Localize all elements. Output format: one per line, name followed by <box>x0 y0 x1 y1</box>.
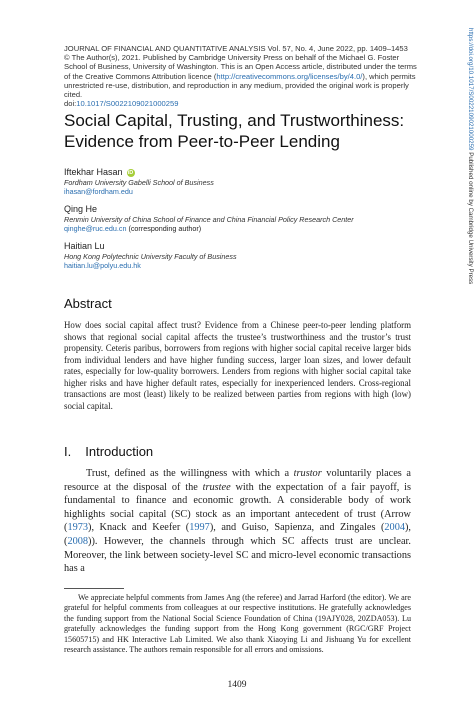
author-affiliation: Renmin University of China School of Finance and China Financial Policy Research Center <box>64 215 354 224</box>
section-title: Introduction <box>85 444 154 459</box>
orcid-icon[interactable]: iD <box>127 169 134 176</box>
section-number: I. <box>64 444 72 459</box>
abstract-heading: Abstract <box>64 296 112 311</box>
author-name: Iftekhar Hasan <box>64 167 123 177</box>
author-list <box>64 167 424 278</box>
sidebar-doi-banner: https://doi.org/10.1017/S0022109021000259 Published online by Cambridge University Press <box>467 28 474 285</box>
citation-link[interactable]: 1973 <box>67 522 89 534</box>
author-affiliation: Hong Kong Polytechnic University Faculty of Business <box>64 252 237 261</box>
author-email[interactable]: qinghe@ruc.edu.cn <box>64 224 127 233</box>
citation-link[interactable]: 2004 <box>384 522 405 534</box>
doi-link[interactable]: 10.1017/S0022109021000259 <box>76 99 179 109</box>
page-number: 1409 <box>227 680 247 690</box>
author-affiliation: Fordham University Gabelli School of Business <box>64 178 214 187</box>
journal-line: JOURNAL OF FINANCIAL AND QUANTITATIVE ANALYSIS Vol. 57, No. 4, June 2022, pp. 1409–1453 <box>64 44 408 53</box>
author-1 <box>64 167 424 196</box>
copyright-line-4: unrestricted re-use, distribution, and reproduction in any medium, provided the original work is properly <box>64 80 409 90</box>
author-email[interactable]: ihasan@fordham.edu <box>64 187 133 196</box>
citation-link[interactable]: 2008 <box>67 535 89 547</box>
trustor-term: trustor <box>293 468 322 479</box>
citation-link[interactable]: 1997 <box>189 522 210 534</box>
section-heading-introduction <box>64 444 153 460</box>
author-3 <box>64 241 424 270</box>
copyright-line-1: © The Author(s), 2021. Published by Cambridge University Press on behalf of the Michael G. Foster <box>64 53 400 63</box>
abstract-text: How does social capital affect trust? Evidence from a Chinese peer-to-peer lending platform shows that regional social capital affects the trustee’s trustworthiness and the trustor’s trust propensity. Ceteris paribus, borrowers from regions with higher social capital receive larger bids from individual lenders and have higher funding success, larger loan sizes, and lower default rates, especially for low-quality borrowers. Lenders from regions with higher social capital take higher risks and have higher default rates, especially for inexperienced lenders. Cross-regional transactions are most (least) likely to be realized between parties from regions with high (low) social capital. <box>64 320 411 411</box>
license-link[interactable]: http://creativecommons.org/licenses/by/4.0/ <box>216 71 363 81</box>
sidebar-doi-link[interactable]: https://doi.org/10.1017/S0022109021000259 <box>467 28 474 151</box>
copyright-line-3: of the Creative Commons Attribution licence (http://creativecommons.org/licenses/by/4.0/), which permits <box>64 71 416 81</box>
doi-line: doi:10.1017/S0022109021000259 <box>64 99 179 109</box>
author-email[interactable]: haitian.lu@polyu.edu.hk <box>64 261 141 270</box>
intro-paragraph: Trust, defined as the willingness with which a trustor voluntarily places a resource at the disposal of the trustee with the expectation of a fair payoff, is fundamental to finance and economic growth. A considerable body of work highlights social capital (SC) stock as an important antecedent of trust (Arrow (1973), Knack and Keefer (1997), and Guiso, Sapienza, and Zingales (2004), (2008)). However, the channels through which SC affects trust are unclear. Moreover, the link between society-level SC and micro-level economic transactions has a <box>64 468 411 575</box>
copyright-line-2: School of Business, University of Washington. This is an Open Access article, distributed under the terms <box>64 62 417 72</box>
author-2 <box>64 204 424 233</box>
journal-header <box>64 44 422 108</box>
author-name: Qing He <box>64 204 98 214</box>
corresponding-note: (corresponding author) <box>126 224 202 233</box>
acknowledgement-footnote: We appreciate helpful comments from James Ang (the referee) and Jarrad Harford (the editor). We are grateful for helpful comments from colleagues at our respective institutions. He gratefully acknowledges the funding support from the National Social Science Foundation of China (19AJY028, 20ZDA053). Lu gratefully acknowledges the funding support from the Hong Kong government (RGC/GRF Project 15605715) and HK Interactive Lab Limited. We also thank Xiaoying Li and Jishuang Yu for excellent research assistance. The authors remain responsible for all errors and omissions. <box>64 593 411 655</box>
author-name: Haitian Lu <box>64 241 105 251</box>
trustee-term: trustee <box>202 481 231 493</box>
copyright-line-5: cited. <box>64 90 83 100</box>
footnote-rule <box>64 588 124 589</box>
paper-title: Social Capital, Trusting, and Trustworthiness: Evidence from Peer-to-Peer Lending <box>64 111 405 151</box>
